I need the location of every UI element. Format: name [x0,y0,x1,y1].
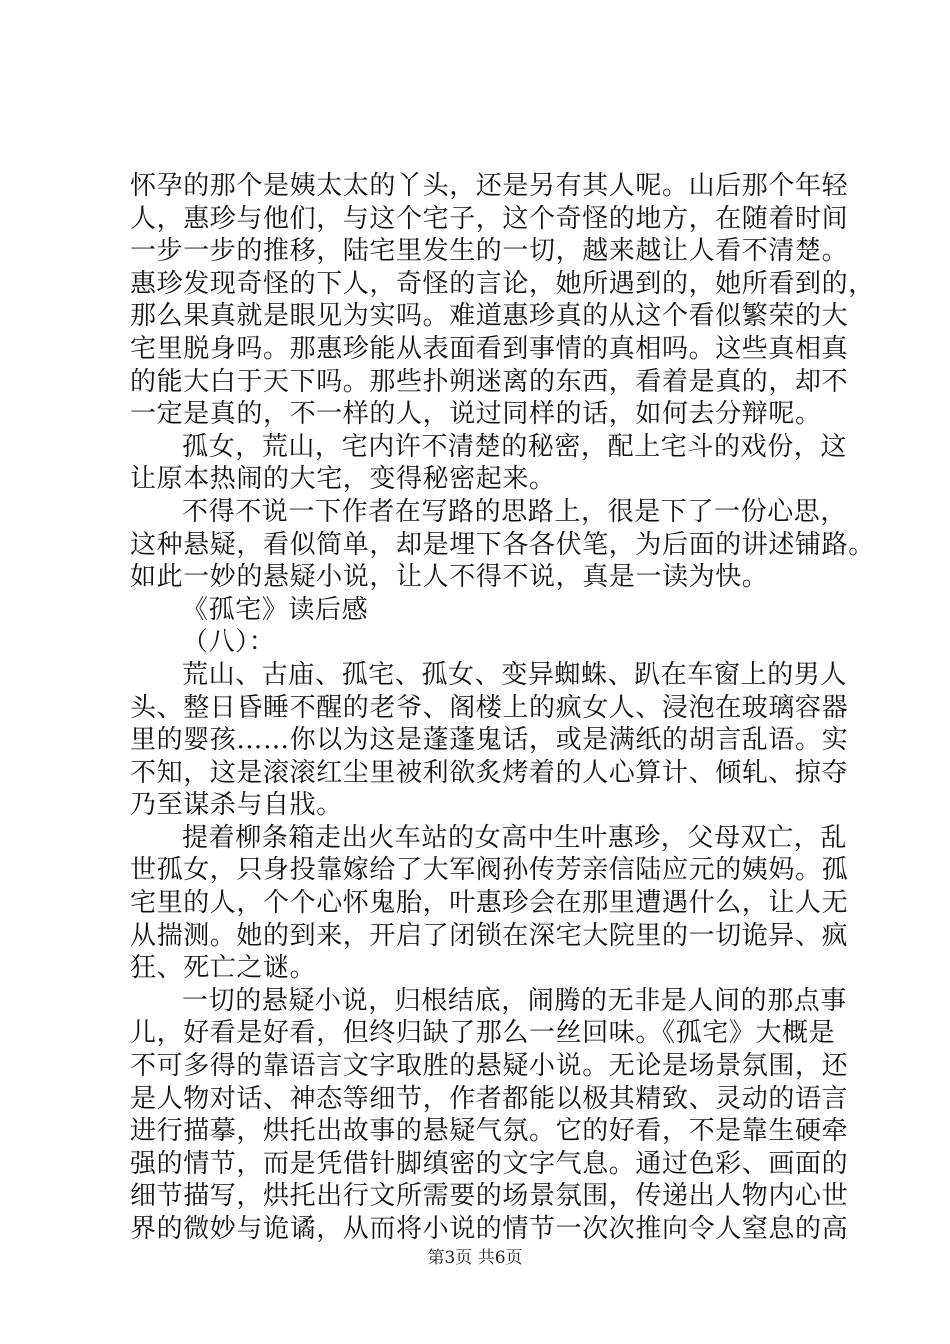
document-body [130,170,875,1246]
text-line: 宅里脱身吗。那惠珍能从表面看到事情的真相吗。这些真相真 [130,333,849,364]
text-line: 《孤宅》读后感 [182,594,369,625]
text-line: 惠珍发现奇怪的下人，奇怪的言论，她所遇到的，她所看到的， [130,268,875,299]
text-line: 一切的悬疑小说，归根结底，闹腾的无非是人间的那点事 [182,985,848,1016]
text-line: 里的婴孩……你以为这是蓬蓬鬼话，或是满纸的胡言乱语。实 [130,725,849,756]
text-line: 乃至谋杀与自戕。 [130,790,343,821]
text-line: 儿，好看是好看，但终归缺了那么一丝回味。《孤宅》大概是 [130,1018,836,1049]
text-line: 是人物对话、神态等细节，作者都能以极其精致、灵动的语言 [130,1083,849,1114]
text-line: （八）： [182,627,276,658]
text-line: 的能大白于天下吗。那些扑朔迷离的东西，看着是真的，却不 [130,366,849,397]
text-line: 让原本热闹的大宅，变得秘密起来。 [130,464,556,495]
text-line: 这种悬疑，看似简单，却是埋下各各伏笔，为后面的讲述铺路。 [130,529,875,560]
text-line: 狂、死亡之谜。 [130,953,317,984]
page-footer: 第3页 共6页 [427,1248,523,1268]
text-line: 进行描摹，烘托出故事的悬疑气氛。它的好看，不是靠生硬牵 [130,1116,849,1147]
text-line: 头、整日昏睡不醒的老爷、阁楼上的疯女人、浸泡在玻璃容器 [130,692,849,723]
text-line: 一步一步的推移，陆宅里发生的一切，越来越让人看不清楚。 [130,236,849,267]
text-line: 从揣测。她的到来，开启了闭锁在深宅大院里的一切诡异、疯 [130,920,849,951]
text-line: 不得不说一下作者在写路的思路上，很是下了一份心思， [182,496,848,527]
text-line: 界的微妙与诡谲，从而将小说的情节一次次推向令人窒息的高 [130,1214,849,1244]
text-line: 孤女，荒山，宅内许不清楚的秘密，配上宅斗的戏份，这 [182,431,848,462]
text-line: 提着柳条箱走出火车站的女高中生叶惠珍，父母双亡，乱 [182,822,848,853]
text-line: 荒山、古庙、孤宅、孤女、变异蜘蛛、趴在车窗上的男人 [182,659,848,690]
text-line: 世孤女，只身投靠嫁给了大军阀孙传芳亲信陆应元的姨妈。孤 [130,855,849,886]
text-line: 怀孕的那个是姨太太的丫头，还是另有其人呢。山后那个年轻 [130,171,849,201]
text-line: 不可多得的靠语言文字取胜的悬疑小说。无论是场景氛围，还 [130,1051,849,1082]
text-line: 那么果真就是眼见为实吗。难道惠珍真的从这个看似繁荣的大 [130,301,849,332]
text-line: 宅里的人，个个心怀鬼胎，叶惠珍会在那里遭遇什么，让人无 [130,888,849,919]
text-line: 如此一妙的悬疑小说，让人不得不说，真是一读为快。 [130,562,769,593]
text-line: 一定是真的，不一样的人，说过同样的话，如何去分辩呢。 [130,399,822,430]
text-line: 不知，这是滚滚红尘里被利欲炙烤着的人心算计、倾轧、掠夺 [130,757,849,788]
text-line: 人，惠珍与他们，与这个宅子，这个奇怪的地方，在随着时间 [130,203,849,234]
text-line: 细节描写，烘托出行文所需要的场景氛围，传递出人物内心世 [130,1181,849,1212]
text-line: 强的情节，而是凭借针脚缜密的文字气息。通过色彩、画面的 [130,1148,849,1179]
